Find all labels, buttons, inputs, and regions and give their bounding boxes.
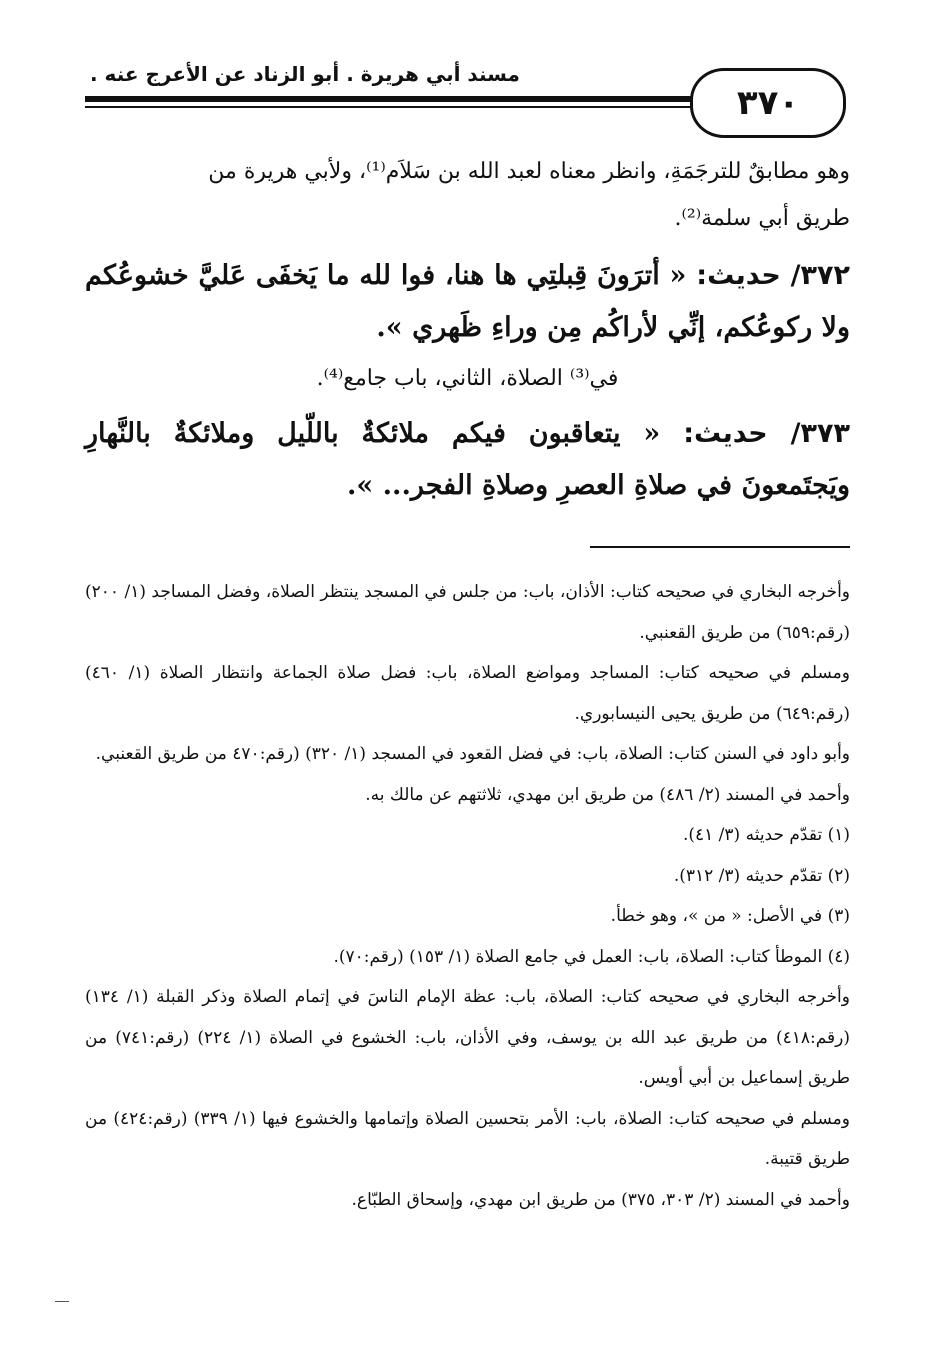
footnotes [85, 572, 850, 1220]
hadith-372-label: ٣٧٢/ حديث: [696, 260, 850, 291]
footnote-line: ومسلم في صحيحه كتاب: المساجد ومواضع الصلاة، باب: فضل صلاة الجماعة وانتظار الصلاة (١/ ٤٦٠) (رقم:٦٤٩) من طريق يحيى النيسابوري. [85, 663, 850, 724]
hadith-373-label: ٣٧٣/ حديث: [683, 418, 850, 449]
scan-corner-mark [55, 1301, 69, 1302]
footnote-line: ومسلم في صحيحه كتاب: الصلاة، باب: الأمر بتحسين الصلاة وإتمامها والخشوع فيها (١/ ٣٣٩) (رقم:٤٢٤) من طريق قتيبة. [85, 1108, 850, 1169]
page-number-badge: ٣٧٠ [690, 68, 846, 138]
running-header-title: مسند أبي هريرة . أبو الزناد عن الأعرج عنه . [90, 62, 520, 86]
hadith-372-reference: في⁽³⁾ الصلاة، الثاني، باب جامع⁽⁴⁾. [316, 366, 619, 391]
intro-line-1: وهو مطابقٌ للترجَمَةِ، وانظر معناه لعبد الله بن سَلاَم⁽¹⁾، ولأبي هريرة من [208, 159, 850, 184]
footnote-separator [590, 546, 850, 548]
footnote-line: وأحمد في المسند (٢/ ٣٠٣، ٣٧٥) من طريق ابن مهدي، وإسحاق الطبّاع. [351, 1189, 850, 1210]
footnote-2: (٢) تقدّم حديثه (٣/ ٣١٢). [673, 865, 850, 886]
header-rule-thin [85, 106, 785, 108]
footnote-line: وأخرجه البخاري في صحيحه كتاب: الأذان، باب: من جلس في المسجد ينتظر الصلاة، وفضل المساجد (١/ ٢٠٠) (رقم:٦٥٩) من طريق القعنبي. [85, 582, 850, 643]
intro-line-2: طريق أبي سلمة⁽²⁾. [674, 206, 850, 231]
hadith-373-text: « يتعاقبون فيكم ملائكةٌ باللّيل وملائكةٌ بالنَّهارِ ويَجتَمعونَ في صلاةِ العصرِ وصلاةِ الفجر... ». [85, 418, 850, 501]
hadith-372-text: « أترَونَ قِبلتِي ها هنا، فوا لله ما يَخفَى عَليَّ خشوعُكم ولا ركوعُكم، إنِّي لأراكُم مِن وراءِ ظَهري ». [85, 260, 850, 343]
hadith-372 [85, 250, 850, 354]
footnote-1: (١) تقدّم حديثه (٣/ ٤١). [682, 825, 850, 845]
hadith-373 [85, 408, 850, 512]
footnote-3: (٣) في الأصل: « من »، وهو خطأ. [610, 906, 850, 926]
footnote-line: وأخرجه البخاري في صحيحه كتاب: الصلاة، باب: عظة الإمام الناسَ في إتمام الصلاة وذكر القبلة (١/ ١٣٤) (رقم:٤١٨) من طريق عبد الله بن يوسف، وفي الأذان، باب: الخشوع في الصلاة (١/ ٢٢٤) (رقم:٧٤١) من طريق إسماعيل بن أبي أويس. [85, 987, 850, 1088]
footnote-line: وأبو داود في السنن كتاب: الصلاة، باب: في فضل القعود في المسجد (١/ ٣٢٠) (رقم:٤٧٠ من طريق القعنبي. [95, 744, 850, 764]
main-text [85, 148, 850, 512]
footnote-line: وأحمد في المسند (٢/ ٤٨٦) من طريق ابن مهدي، ثلاثتهم عن مالك به. [365, 784, 850, 805]
footnote-4: (٤) الموطأ كتاب: الصلاة، باب: العمل في جامع الصلاة (١/ ١٥٣) (رقم:٧٠). [333, 946, 850, 967]
header-rule [85, 96, 785, 102]
